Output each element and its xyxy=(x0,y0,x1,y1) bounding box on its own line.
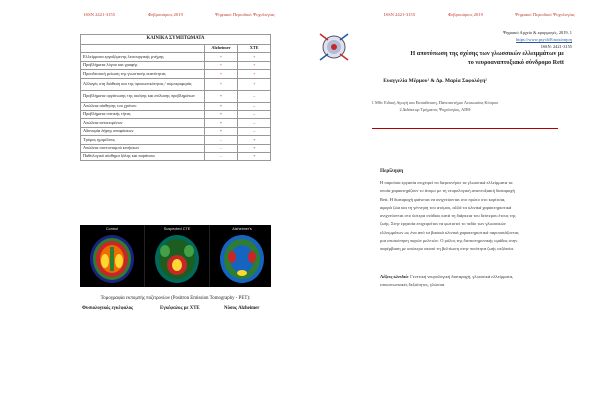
table-header-symptom xyxy=(81,45,205,53)
symptom-cell: Απώλεια αντικειμένων xyxy=(81,119,205,127)
left-header-journal: Ψηφιακό Περιοδικό Ψυχολογίας xyxy=(215,12,275,17)
abstract-line: ανιχνεύονται στο ύστερα στάδιας κατά τη διάρκεια του δεύτερου έτους της xyxy=(380,213,516,219)
cte-mark-cell: + xyxy=(238,136,271,144)
abstract-line: παρέμβαση με απώτερο σκοπό τη βελτίωση στην ποιότητα ζωής σεζάτεία. xyxy=(380,246,514,252)
alzheimer-mark-cell: + xyxy=(204,127,238,135)
symptom-cell: Απώλεια αίσθησης του χρόνου xyxy=(81,102,205,110)
table-row xyxy=(81,70,271,78)
cte-mark-cell: + xyxy=(238,152,271,160)
alzheimer-mark-cell: + xyxy=(204,90,238,102)
keywords-text: : Γενετική νευρολογική διαταραχή, γλωσσικά ελλείμματα, xyxy=(407,274,514,279)
table-row xyxy=(81,127,271,135)
symptom-cell: Παθολογικό αίσθημα ζάλης και παράνοια xyxy=(81,152,205,160)
keywords-text-2: επικοινωνιακές δεξιότητες, γλώσσα xyxy=(380,282,445,288)
pet-panel-label: Alzheimer's xyxy=(232,227,252,231)
journal-citation: Ψηφιακό Αρχείο & εφαρμογές, 2019, 1 xyxy=(502,30,572,35)
cte-mark-cell: – xyxy=(238,119,271,127)
abstract-heading: Περίληψη xyxy=(380,168,404,174)
article-authors: Ευαγγελία Μέρμου¹ & Δρ. Μαρία Σοφολόγη² xyxy=(383,78,487,84)
table-header-cte: ΧΤΕ xyxy=(238,45,271,53)
symptom-cell: Προβλήματα οργάνωσης της σκέψης και επίλυσης προβλημάτων xyxy=(81,90,205,102)
right-header-issn: ISSN 2421-3155 xyxy=(384,12,416,17)
keywords-label: Λέξεις κλειδιά xyxy=(380,274,408,279)
alzheimer-mark-cell: – xyxy=(204,144,238,152)
cte-mark-cell: – xyxy=(238,102,271,110)
keywords xyxy=(380,273,568,290)
title-divider xyxy=(372,128,558,129)
clinical-symptoms-table xyxy=(80,34,271,161)
alzheimer-mark-cell: + xyxy=(204,70,238,78)
table-row xyxy=(81,102,271,110)
pet-panel-label: Control xyxy=(105,227,119,231)
left-header-date: Φεβρουάριος 2019 xyxy=(148,12,183,17)
article-title-line2: το νευροαναπτυξιακό σύνδρομο Rett xyxy=(467,58,564,66)
figure-caption: Τομογραφία εκπομπής ποζιτρονίων (Positron Emission Tomography - PET): xyxy=(100,296,251,301)
journal-logo-icon xyxy=(318,30,352,62)
abstract-line: ζωής. Στην εργασία επιχειρείται να φωτιστεί το πεδίο των γλωσσικών xyxy=(380,221,506,227)
table-row xyxy=(81,119,271,127)
table-header-alzheimer: Alzheimer xyxy=(204,45,238,53)
author-affiliation-1: 1 MSc Ειδική Αγωγή και Εκπαίδευση, Πανεπιστήμιο Λευκωσίας Κύπρου xyxy=(371,100,499,105)
table-row xyxy=(81,152,271,160)
pet-panel-label: Suspected CTE xyxy=(163,227,191,231)
table-row xyxy=(81,110,271,118)
cte-mark-cell: – xyxy=(238,110,271,118)
table-row xyxy=(81,136,271,144)
cte-mark-cell: + xyxy=(238,70,271,78)
alzheimer-mark-cell: – xyxy=(204,152,238,160)
abstract-line: ελλειμμάτων ως ένα από τα βασικά κλινικά χαρακτηριστικά παρουσιάζοντας xyxy=(380,229,519,235)
alzheimer-mark-cell: + xyxy=(204,53,238,61)
cte-mark-cell: + xyxy=(238,144,271,152)
table-row xyxy=(81,61,271,69)
brain-control-image xyxy=(80,225,144,287)
figure-label-alzheimer: Νόσος Alzheimer xyxy=(224,306,260,311)
abstract-line: αφορά ζώα και τη γέννηση του ατόμου, αλλά τα κλινικά χαρακτηριστικά xyxy=(380,204,512,210)
left-header-issn: ISSN 2421-3155 xyxy=(84,12,116,17)
journal-link[interactable]: https://www.psych/Επισκόπηση xyxy=(516,37,572,42)
brain-alzheimer-image xyxy=(210,225,274,287)
figure-label-cte: Εγκέφαλος με ΧΤΕ xyxy=(160,306,200,311)
symptom-cell: Προοδευτική μείωση της γνωστικής ικανότητας xyxy=(81,70,205,78)
right-header-date: Φεβρουάριος 2019 xyxy=(448,12,483,17)
symptom-cell: Προβλήματα οπτικής τήτας xyxy=(81,110,205,118)
abstract-line: Η παρούσα εργασία επιχειρεί να διερευνήσει τα γλωσσικά ελλείμματα τα xyxy=(380,180,513,185)
alzheimer-mark-cell: – xyxy=(204,136,238,144)
pet-panel-control xyxy=(80,225,145,287)
alzheimer-mark-cell: + xyxy=(204,119,238,127)
cte-mark-cell: + xyxy=(238,61,271,69)
symptom-cell: Απώλεια συντονισμού κινήσεων xyxy=(81,144,205,152)
cte-mark-cell: + xyxy=(238,53,271,61)
symptom-cell: Προβλήματα λόγου και γραφής xyxy=(81,61,205,69)
pet-panel-cte xyxy=(145,225,210,287)
symptom-cell: Ελλείμματα εργαζόμενης λειτουργικής μνήμης xyxy=(81,53,205,61)
table-body xyxy=(81,53,271,161)
symptom-cell: Αδυναμία λήψης αποφάσεων xyxy=(81,127,205,135)
alzheimer-mark-cell: + xyxy=(204,78,238,90)
alzheimer-mark-cell: + xyxy=(204,61,238,69)
article-title xyxy=(360,50,564,67)
pet-panel-alzheimer xyxy=(210,225,274,287)
abstract-line: μια επισκόπηση παρών μελετών. Ο ρόλος της διεπιστημονικής ομάδας στην xyxy=(380,238,518,244)
table-row xyxy=(81,53,271,61)
abstract-line: οποία χαρακτηρίζουν το άτομο με τη νευρολογική αναπτυξιακή διαταραχή xyxy=(380,188,515,194)
table-title: ΚΛΙΝΙΚΑ ΣΥΜΠΤΩΜΑΤΑ xyxy=(81,35,271,45)
right-header-journal: Ψηφιακό Περιοδικό Ψυχολογίας xyxy=(515,12,575,17)
table-row xyxy=(81,78,271,90)
symptom-cell: Αλλαγές στη διάθεση και της προσωπικότητας / συμπεριφοράς xyxy=(81,78,205,90)
table-row xyxy=(81,90,271,102)
figure-label-normal: Φυσιολογικός εγκέφαλος xyxy=(82,306,134,311)
alzheimer-mark-cell: + xyxy=(204,102,238,110)
cte-mark-cell: – xyxy=(238,90,271,102)
author-affiliation-2: 2 Διδάκτωρ Τμήματος Ψυχολογίας, ΑΠΘ xyxy=(399,107,471,112)
cte-mark-cell: + xyxy=(238,78,271,90)
journal-issn: ISSN: 2421-3155 xyxy=(541,44,572,49)
table-row xyxy=(81,144,271,152)
alzheimer-mark-cell: + xyxy=(204,110,238,118)
abstract-text xyxy=(380,179,570,254)
abstract-line: Rett. Η διαταραχή φαίνεται να ανιχνεύονται στο πρώτο στο κορίτσια, xyxy=(380,196,506,202)
article-title-line1: Η αποτύπωση της σχέσης των γλωσσικών ελλειμμάτων με xyxy=(410,50,564,57)
cte-mark-cell: – xyxy=(238,127,271,135)
brain-cte-image xyxy=(145,225,209,287)
pet-scan-figure xyxy=(80,225,271,287)
symptom-cell: Τρόμος ημιμέλους xyxy=(81,136,205,144)
